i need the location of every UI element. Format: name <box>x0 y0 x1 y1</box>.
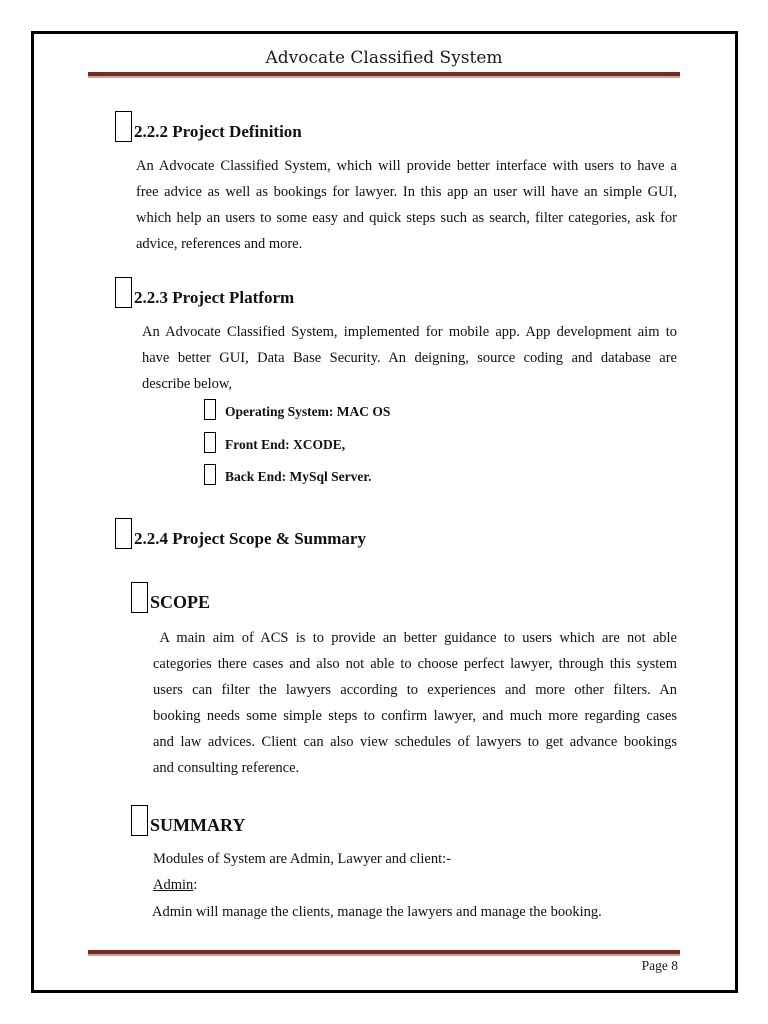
paragraph-line: users can filter the lawyers according to experiences and more other filters. An <box>153 682 677 698</box>
admin-label: Admin <box>153 877 194 893</box>
paragraph-line: An Advocate Classified System, implemented for mobile app. App development aim to <box>142 324 677 340</box>
paragraph-line: have better GUI, Data Base Security. An deigning, source coding and database are <box>142 350 677 366</box>
paragraph-line: which help an users to some easy and quick steps such as search, filter categories, ask for <box>136 210 677 226</box>
checkbox-square-icon <box>204 464 216 485</box>
paragraph-line: A main aim of ACS is to provide an better guidance to users which are not able <box>153 630 677 646</box>
checkbox-square-icon <box>204 399 216 420</box>
summary-intro: Modules of System are Admin, Lawyer and client:- <box>153 851 451 867</box>
subheading-scope <box>131 582 210 613</box>
paragraph-line: and law advices. Client can also view schedules of lawyers to get advance bookings <box>153 734 677 750</box>
admin-colon: : <box>193 877 198 893</box>
bullet-operating-system <box>204 399 390 420</box>
checkbox-square-icon <box>115 277 132 308</box>
section-heading-text: 2.2.3 Project Platform <box>134 288 295 307</box>
bullet-back-end <box>204 464 372 485</box>
section-heading-platform <box>115 277 294 308</box>
checkbox-square-icon <box>131 805 148 836</box>
section-heading-definition <box>115 111 302 142</box>
paragraph-line: advice, references and more. <box>136 236 303 252</box>
paragraph-line: An Advocate Classified System, which will provide better interface with users to have a <box>136 158 677 174</box>
checkbox-square-icon <box>115 111 132 142</box>
checkbox-square-icon <box>131 582 148 613</box>
paragraph-line: describe below, <box>142 376 233 392</box>
paragraph-line: and consulting reference. <box>153 760 300 776</box>
checkbox-square-icon <box>204 432 216 453</box>
bullet-text: Operating System: MAC OS <box>225 404 391 419</box>
paragraph-line: booking needs some simple steps to confirm lawyer, and much more regarding cases <box>153 708 677 724</box>
subheading-summary <box>131 805 245 836</box>
platform-paragraph <box>142 319 677 397</box>
section-heading-scope-summary <box>115 518 366 549</box>
checkbox-square-icon <box>115 518 132 549</box>
bullet-text: Back End: MySql Server. <box>225 469 372 484</box>
scope-paragraph <box>153 625 677 781</box>
bullet-front-end <box>204 432 345 453</box>
bullet-text: Front End: XCODE, <box>225 437 346 452</box>
section-heading-text: 2.2.2 Project Definition <box>134 122 302 141</box>
header-title: Advocate Classified System <box>265 48 503 68</box>
footer-rule <box>88 950 680 956</box>
admin-heading <box>153 877 197 894</box>
paragraph-line: categories there cases and also not able to choose perfect lawyer, through this system <box>153 656 677 672</box>
admin-description: Admin will manage the clients, manage the lawyers and manage the booking. <box>152 904 602 920</box>
section-heading-text: 2.2.4 Project Scope & Summary <box>134 529 366 548</box>
subheading-text: SUMMARY <box>150 815 246 835</box>
page-number: Page 8 <box>641 958 678 973</box>
paragraph-line: free advice as well as bookings for lawyer. In this app an user will have an simple GUI, <box>136 184 677 200</box>
subheading-text: SCOPE <box>150 592 211 612</box>
header-rule <box>88 72 680 78</box>
definition-paragraph <box>136 153 677 257</box>
